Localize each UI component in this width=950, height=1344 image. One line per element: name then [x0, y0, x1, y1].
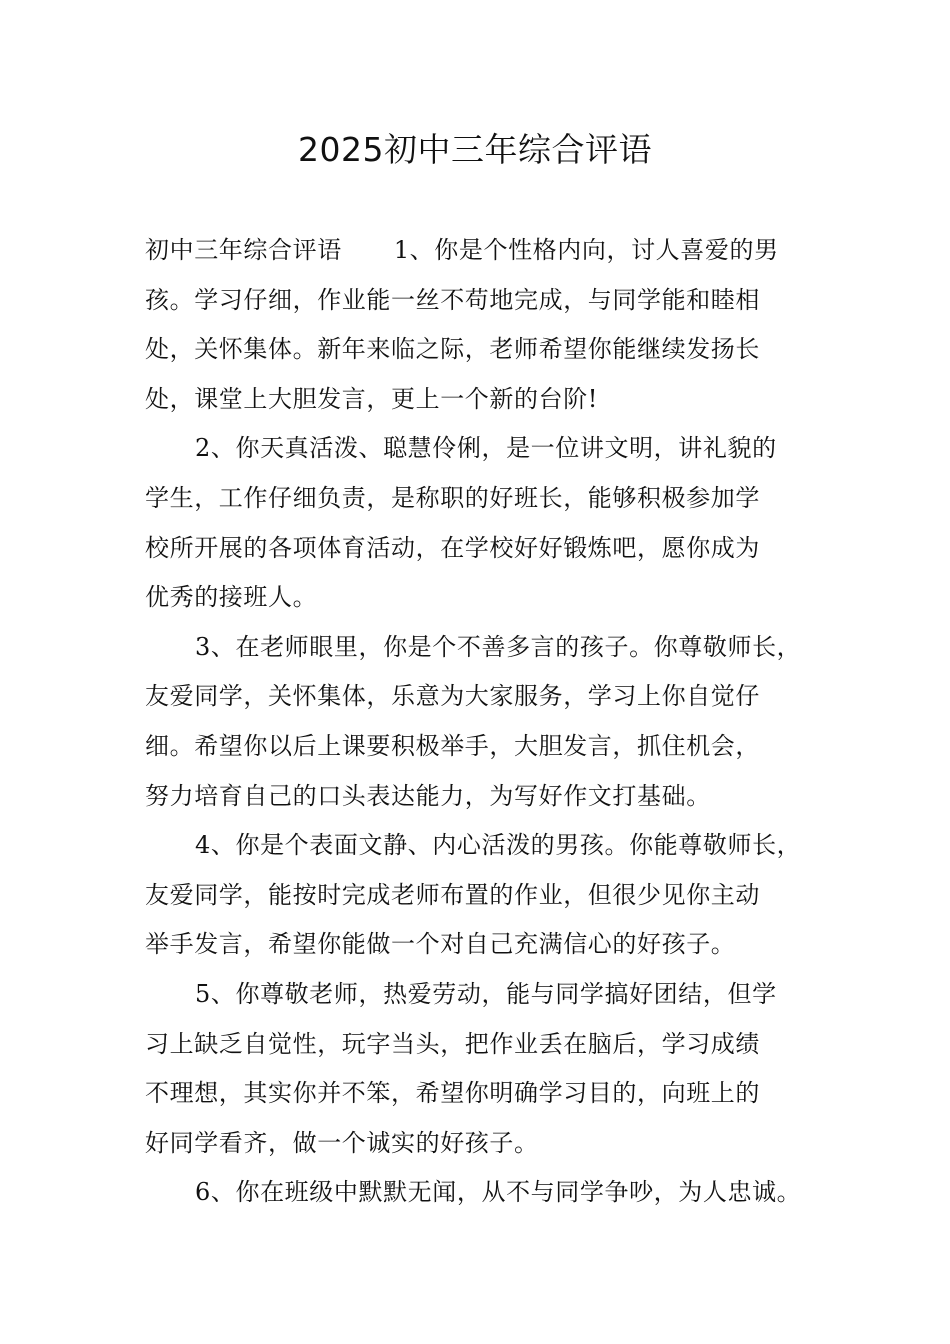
document-title: 2025初中三年综合评语: [298, 130, 652, 169]
text-line: 习上缺乏自觉性，玩字当头，把作业丢在脑后，学习成绩: [145, 1029, 760, 1058]
text-line: 孩。学习仔细，作业能一丝不苟地完成，与同学能和睦相: [145, 285, 760, 314]
text-line: 友爱同学，关怀集体，乐意为大家服务，学习上你自觉仔: [145, 682, 760, 711]
text-line: 不理想，其实你并不笨，希望你明确学习目的，向班上的: [145, 1079, 760, 1108]
document-body: [145, 226, 830, 1218]
intro-label: 初中三年综合评语: [145, 236, 342, 264]
text-line: 努力培育自己的口头表达能力，为写好作文打基础。: [145, 781, 711, 810]
paragraph-start-line: 2、你天真活泼、聪慧伶俐，是一位讲文明，讲礼貌的: [195, 434, 777, 463]
text-line: 友爱同学，能按时完成老师布置的作业，但很少见你主动: [145, 880, 760, 909]
text-line: 细。希望你以后上课要积极举手，大胆发言，抓住机会，: [145, 731, 760, 760]
paragraph-start-line: 4、你是个表面文静、内心活泼的男孩。你能尊敬师长，: [195, 831, 802, 860]
text-line: 优秀的接班人。: [145, 583, 318, 612]
text-line: [145, 226, 830, 276]
text-line: 校所开展的各项体育活动，在学校好好锻炼吧，愿你成为: [145, 533, 760, 562]
text-line: 好同学看齐，做一个诚实的好孩子。: [145, 1128, 539, 1157]
text-line: 处，关怀集体。新年来临之际，老师希望你能继续发扬长: [145, 335, 760, 364]
paragraph-start-line: 3、在老师眼里，你是个不善多言的孩子。你尊敬师长，: [195, 632, 802, 661]
text-line: 举手发言，希望你能做一个对自己充满信心的好孩子。: [145, 930, 736, 959]
line-text: 1、你是个性格内向，讨人喜爱的男: [393, 236, 779, 264]
paragraph-start-line: 5、你尊敬老师，热爱劳动，能与同学搞好团结，但学: [195, 979, 777, 1008]
text-line: 处，课堂上大胆发言，更上一个新的台阶!: [145, 384, 599, 413]
text-line: 学生，工作仔细负责，是称职的好班长，能够积极参加学: [145, 483, 760, 512]
paragraph-start-line: 6、你在班级中默默无闻，从不与同学争吵，为人忠诚。: [195, 1178, 802, 1207]
